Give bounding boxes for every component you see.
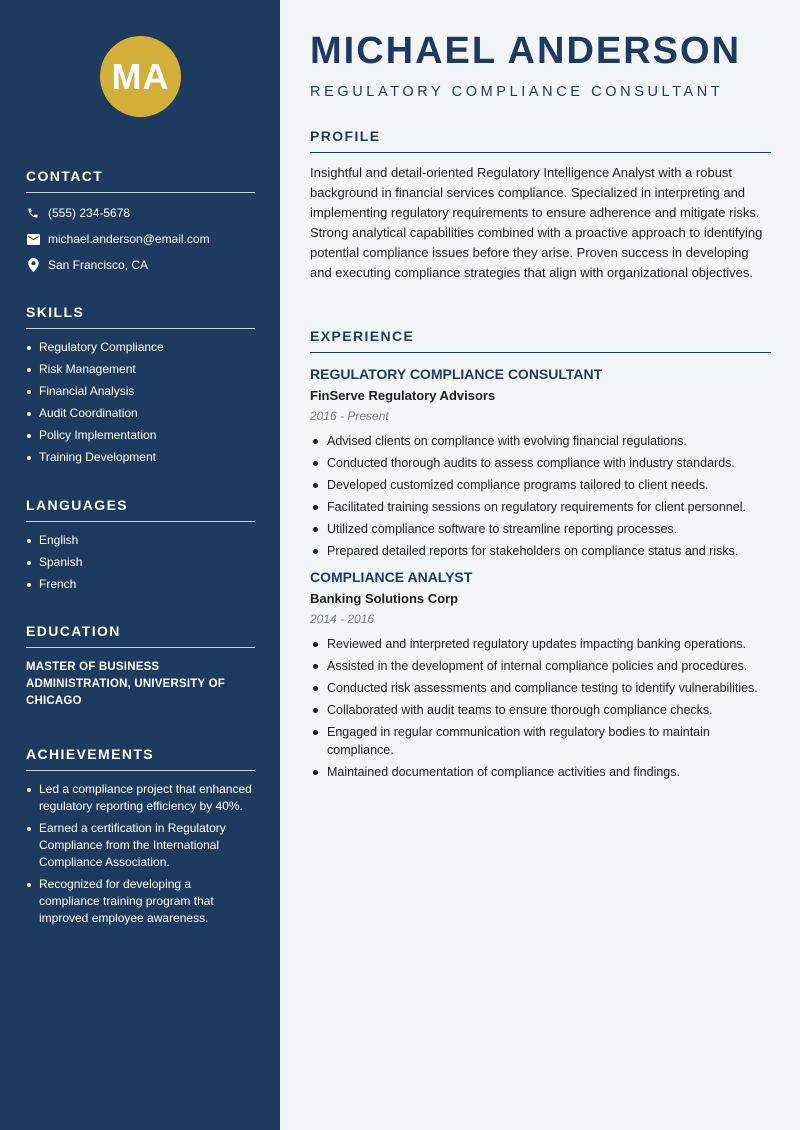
education-degree: MASTER OF BUSINESS ADMINISTRATION, UNIVERSITY OF CHICAGO bbox=[26, 661, 225, 707]
profile-text: Insightful and detail-oriented Regulatory Intelligence Analyst with a robust background in financial services compliance. Specialized in interpreting and implementing regulatory requirements to ensure adherence and mitigate risks. Strong analytical capabilities combined with a proactive approach to identifying potential compliance issues before they arise. Proven success in developing and executing compliance strategies that align with organizational objectives. bbox=[310, 165, 763, 280]
candidate-name: MICHAEL ANDERSON bbox=[310, 30, 742, 72]
job-title: COMPLIANCE ANALYST bbox=[310, 569, 473, 585]
skill-item: Policy Implementation bbox=[26, 427, 255, 444]
job-title: REGULATORY COMPLIANCE CONSULTANT bbox=[310, 366, 603, 382]
email-text: michael.anderson@email.com bbox=[48, 232, 210, 246]
job-duty: Collaborated with audit teams to ensure thorough compliance checks. bbox=[310, 701, 771, 719]
contact-phone bbox=[26, 204, 255, 222]
contact-location bbox=[26, 256, 255, 274]
candidate-title: REGULATORY COMPLIANCE CONSULTANT bbox=[310, 84, 724, 100]
job-duty: Facilitated training sessions on regulatory requirements for client personnel. bbox=[310, 498, 771, 516]
avatar: MA bbox=[100, 36, 181, 117]
achievement-item: Recognized for developing a compliance training program that improved employee awareness. bbox=[26, 876, 255, 927]
profile-heading: PROFILE bbox=[310, 128, 771, 153]
skill-item: Risk Management bbox=[26, 361, 255, 378]
skills-section bbox=[26, 304, 255, 471]
language-item: English bbox=[26, 532, 255, 549]
job-duty: Reviewed and interpreted regulatory updates impacting banking operations. bbox=[310, 635, 771, 653]
job-dates: 2016 - Present bbox=[310, 409, 389, 423]
job-entry bbox=[310, 366, 771, 560]
skill-item: Training Development bbox=[26, 449, 255, 466]
job-dates: 2014 - 2016 bbox=[310, 612, 375, 626]
main-content bbox=[280, 0, 800, 1130]
achievements-section bbox=[26, 746, 255, 932]
languages-heading: LANGUAGES bbox=[26, 497, 255, 522]
job-company: Banking Solutions Corp bbox=[310, 591, 459, 606]
skill-item: Audit Coordination bbox=[26, 405, 255, 422]
education-heading: EDUCATION bbox=[26, 623, 255, 648]
job-duty: Conducted thorough audits to assess compliance with industry standards. bbox=[310, 454, 771, 472]
email-icon bbox=[26, 232, 40, 246]
phone-text: (555) 234-5678 bbox=[48, 206, 131, 220]
sidebar bbox=[0, 0, 280, 1130]
skill-item: Financial Analysis bbox=[26, 383, 255, 400]
contact-email bbox=[26, 230, 255, 248]
phone-icon bbox=[26, 206, 40, 220]
job-duty: Advised clients on compliance with evolving financial regulations. bbox=[310, 432, 771, 450]
job-duty: Assisted in the development of internal compliance policies and procedures. bbox=[310, 657, 771, 675]
job-duty: Prepared detailed reports for stakeholders on compliance status and risks. bbox=[310, 542, 771, 560]
achievement-item: Led a compliance project that enhanced regulatory reporting efficiency by 40%. bbox=[26, 781, 255, 815]
skills-heading: SKILLS bbox=[26, 304, 255, 329]
contact-section bbox=[26, 168, 255, 274]
achievements-heading: ACHIEVEMENTS bbox=[26, 746, 255, 771]
achievement-item: Earned a certification in Regulatory Compliance from the International Compliance Association. bbox=[26, 820, 255, 871]
profile-section bbox=[310, 128, 771, 283]
location-text: San Francisco, CA bbox=[48, 258, 149, 272]
job-duty: Conducted risk assessments and compliance testing to identify vulnerabilities. bbox=[310, 679, 771, 697]
experience-heading: EXPERIENCE bbox=[310, 328, 771, 353]
job-duty: Engaged in regular communication with regulatory bodies to maintain compliance. bbox=[310, 723, 771, 759]
contact-heading: CONTACT bbox=[26, 168, 255, 193]
language-item: French bbox=[26, 576, 255, 593]
language-item: Spanish bbox=[26, 554, 255, 571]
job-company: FinServe Regulatory Advisors bbox=[310, 388, 496, 403]
experience-section bbox=[310, 328, 771, 785]
location-pin-icon bbox=[26, 258, 40, 272]
job-duty: Utilized compliance software to streamline reporting processes. bbox=[310, 520, 771, 538]
job-duty: Maintained documentation of compliance activities and findings. bbox=[310, 763, 771, 781]
skill-item: Regulatory Compliance bbox=[26, 339, 255, 356]
job-entry bbox=[310, 569, 771, 781]
job-duty: Developed customized compliance programs tailored to client needs. bbox=[310, 476, 771, 494]
education-section bbox=[26, 623, 255, 710]
languages-section bbox=[26, 497, 255, 598]
